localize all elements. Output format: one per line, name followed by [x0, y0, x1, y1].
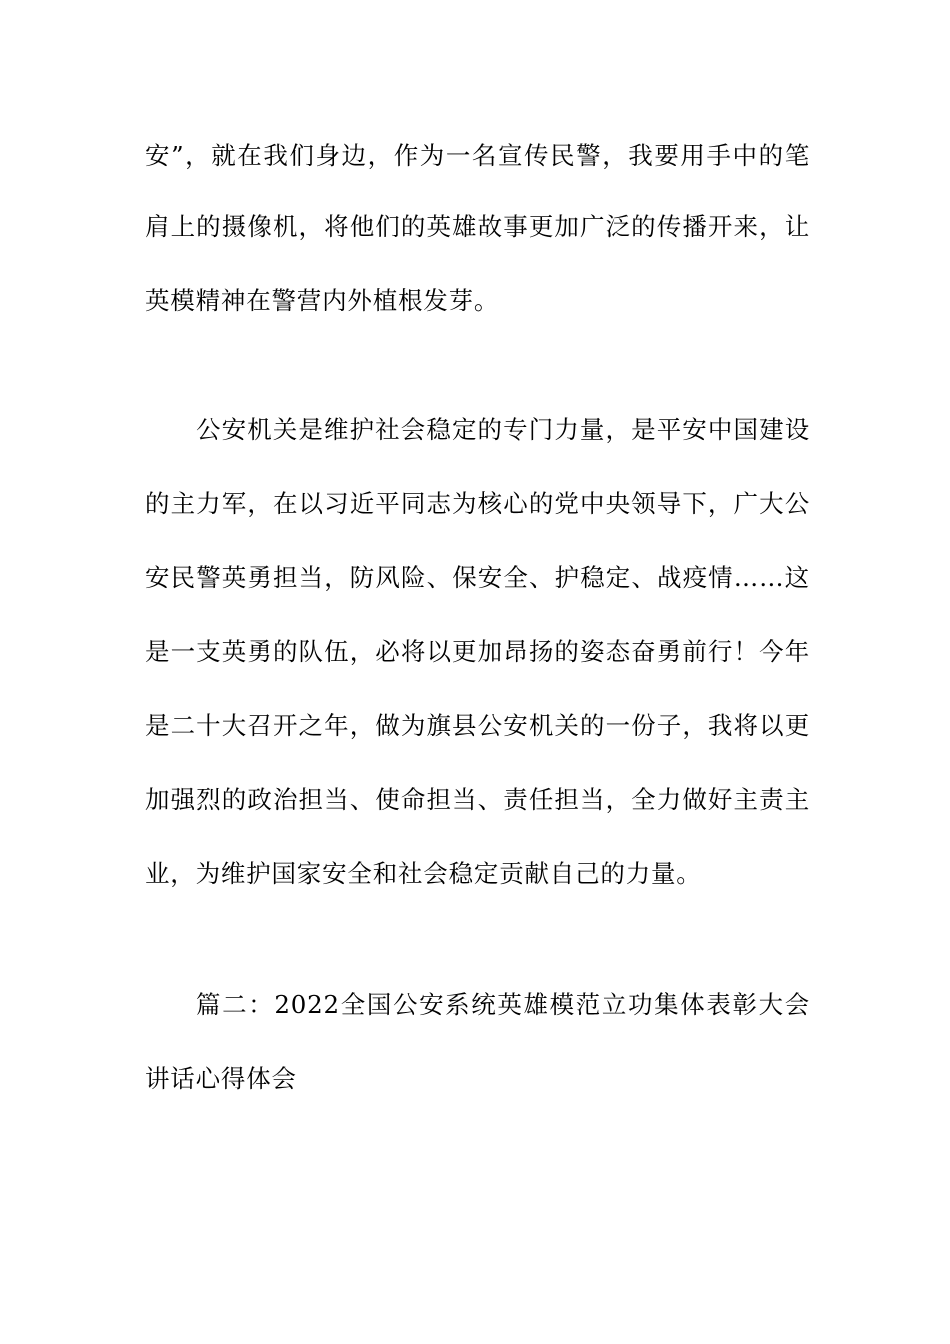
paragraph-1-line-3: 英模精神在警营内外植根发芽。: [145, 286, 500, 315]
heading-line-2: 讲话心得体会: [145, 1064, 297, 1093]
paragraph-2-line-6: 加强烈的政治担当、使命担当、责任担当，全力做好主责主: [145, 785, 810, 814]
paragraph-1-line-1: 安”，就在我们身边，作为一名宣传民警，我要用手中的笔: [145, 141, 810, 170]
paragraph-2-line-1: 公安机关是维护社会稳定的专门力量，是平安中国建设: [196, 415, 810, 444]
paragraph-2-line-5: 是二十大召开之年，做为旗县公安机关的一份子，我将以更: [145, 711, 810, 740]
paragraph-2-line-7: 业，为维护国家安全和社会稳定贡献自己的力量。: [145, 859, 702, 888]
paragraph-2-line-2: 的主力军，在以习近平同志为核心的党中央领导下，广大公: [145, 489, 810, 518]
heading-line-1: 篇二：2022全国公安系统英雄模范立功集体表彰大会: [196, 990, 810, 1019]
paragraph-2-line-3: 安民警英勇担当，防风险、保安全、护稳定、战疫情……这: [145, 563, 810, 592]
paragraph-2-line-4: 是一支英勇的队伍，必将以更加昂扬的姿态奋勇前行！今年: [145, 637, 810, 666]
paragraph-1-line-2: 肩上的摄像机，将他们的英雄故事更加广泛的传播开来，让: [145, 212, 810, 241]
